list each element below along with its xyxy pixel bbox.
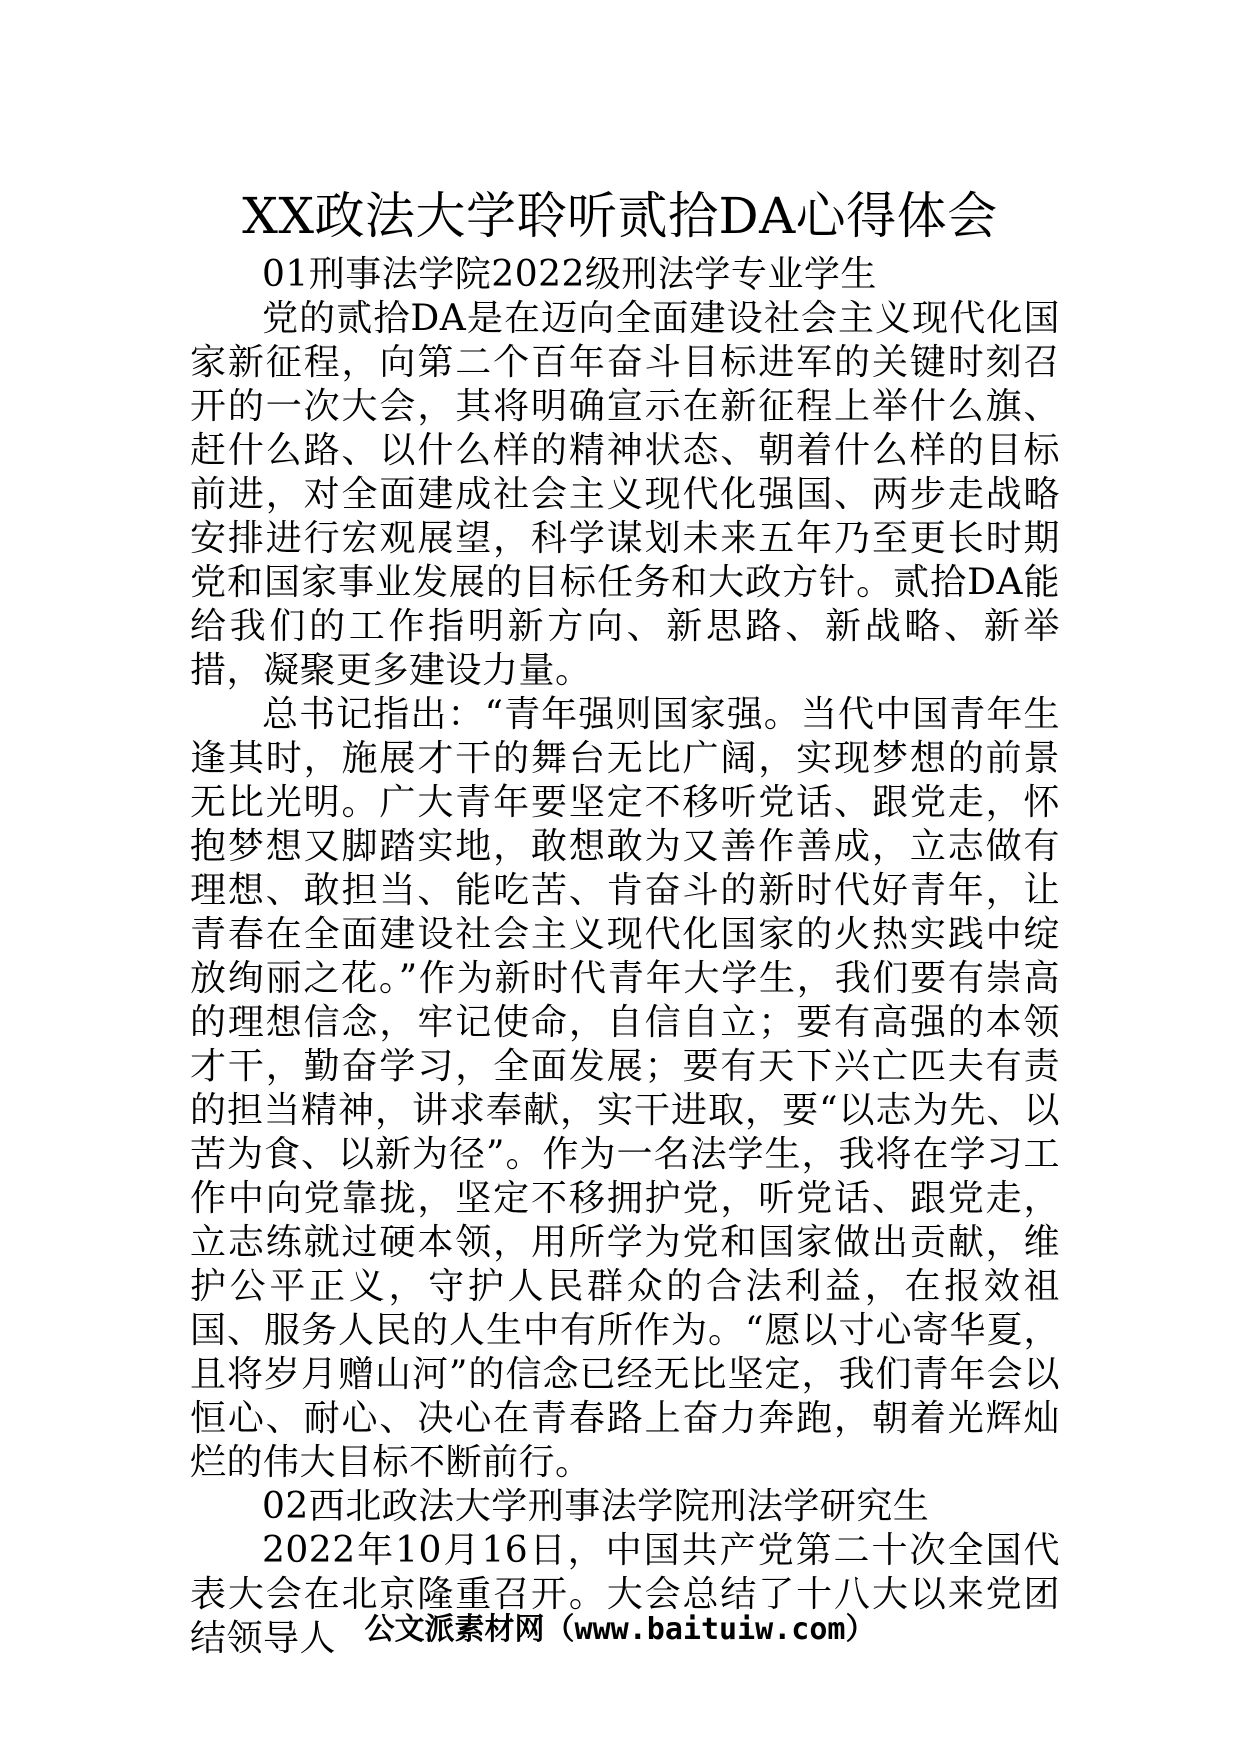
body-paragraph: 2022年10月16日，中国共产党第二十次全国代表大会在北京隆重召开。大会总结了十八大以来党团结领导人 — [190, 1530, 1060, 1659]
section-heading-02: 02西北政法大学刑事法学院刑法学研究生 — [262, 1486, 930, 1527]
body-paragraph: 总书记指出：“青年强则国家强。当代中国青年生逢其时，施展才干的舞台无比广阔，实现梦想的前景无比光明。广大青年要坚定不移听党话、跟党走，怀抱梦想又脚踏实地，敢想敢为又善作善成，立志做有理想、敢担当、能吃苦、肯奋斗的新时代好青年，让青春在全面建设社会主义现代化国家的火热实践中绽放绚丽之花。”作为新时代青年大学生，我们要有崇高的理想信念，牢记使命，自信自立；要有高强的本领才干，勤奋学习，全面发展；要有天下兴亡匹夫有责的担当精神，讲求奉献，实干进取，要“以志为先、以苦为食、以新为径”。作为一名法学生，我将在学习工作中向党靠拢，坚定不移拥护党，听党话、跟党走，立志练就过硬本领，用所学为党和国家做出贡献，维护公平正义，守护人民群众的合法利益，在报效祖国、服务人民的人生中有所作为。“愿以寸心寄华夏，且将岁月赠山河”的信念已经无比坚定，我们青年会以恒心、耐心、决心在青春路上奋力奔跑，朝着光辉灿烂的伟大目标不断前行。 — [190, 694, 1060, 1483]
body-paragraph: 党的贰拾DA是在迈向全面建设社会主义现代化国家新征程，向第二个百年奋斗目标进军的关键时刻召开的一次大会，其将明确宣示在新征程上举什么旗、赶什么路、以什么样的精神状态、朝着什么样的目标前进，对全面建成社会主义现代化强国、两步走战略安排进行宏观展望，科学谋划未来五年乃至更长时期党和国家事业发展的目标任务和大政方针。贰拾DA能给我们的工作指明新方向、新思路、新战略、新举措，凝聚更多建设力量。 — [190, 298, 1060, 691]
page-footer-watermark: 公文派素材网（www.baituiw.com） — [364, 1612, 876, 1647]
document-title: XX政法大学聆听贰拾DA心得体会 — [242, 187, 998, 245]
section-heading-01: 01刑事法学院2022级刑法学专业学生 — [262, 254, 877, 295]
document-body — [190, 253, 1060, 1661]
